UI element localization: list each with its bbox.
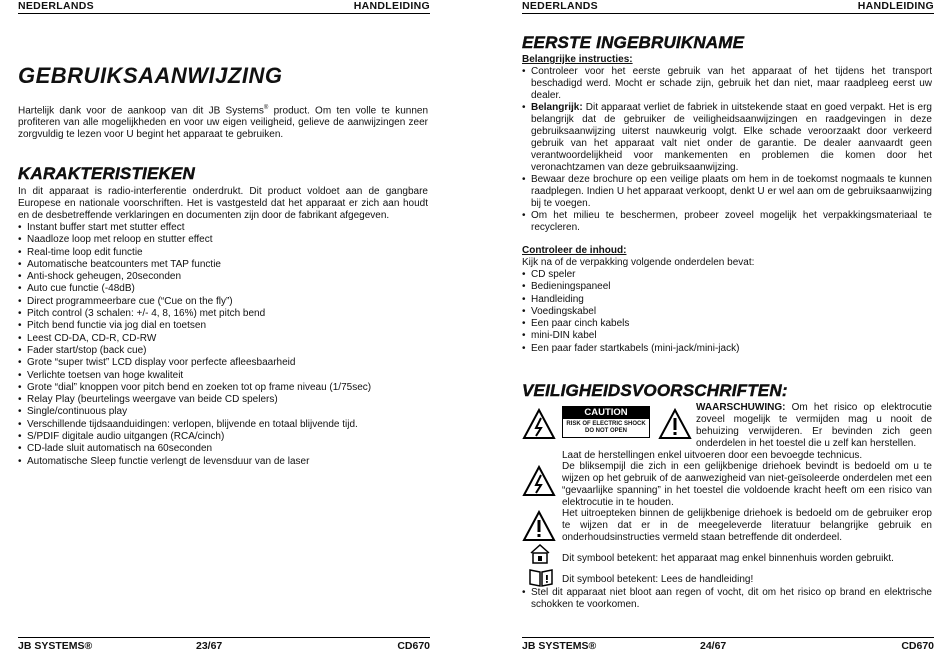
contents-item: • Handleiding	[522, 294, 739, 306]
important-instruction-item	[522, 66, 932, 102]
lightning-warning-icon	[522, 408, 556, 440]
instruction-text: Om het milieu te beschermen, probeer zoveel mogelijk het verpakkingsmateriaal te recycleren.	[531, 210, 932, 233]
first-use-heading: EERSTE INGEBRUIKNAME	[522, 33, 745, 52]
important-instruction-item	[522, 210, 932, 234]
feature-item: • S/PDIF digitale audio uitgangen (RCA/cinch)	[18, 431, 371, 443]
page-footer	[18, 637, 430, 653]
page-header	[18, 0, 430, 14]
important-instructions-heading: Belangrijke instructies:	[522, 54, 633, 65]
contents-list	[522, 269, 739, 355]
feature-item: • Relay Play (beurtelings weergave van beide CD spelers)	[18, 394, 371, 406]
footer-brand: JB SYSTEMS®	[522, 640, 597, 652]
important-instructions-list	[522, 66, 932, 234]
intro-text-2: product. Om ten volle te kunnen profiteren van alle mogelijkheden en voor uw eigen veiligheid, gelieve de aanwijzingen zeer zorgvuldig te lezen voor U begint het apparaat te gebruiken.	[18, 105, 428, 141]
feature-item: • Fader start/stop (back cue)	[18, 345, 371, 357]
lightning-symbol-text: De bliksempijl die zich in een gelijkbenige driehoek bevindt is bedoeld om u te wijzen op het gebruik of de aanwezigheid van niet-geïsoleerde onderdelen met een “gevaarlijke spanning” in het toestel die voldoende kracht heeft om een risico van elektrocutie in te houden.	[562, 461, 932, 508]
right-page	[522, 0, 934, 654]
features-intro: In dit apparaat is radio-interferentie onderdrukt. Dit product voldoet aan de gangbare Europese en nationale voorschriften. Het is vastgesteld dat het apparaat er zich aan houdt en de desbetreffende verklaringen en documenten zijn door de fabrikant afgegeven.	[18, 186, 428, 221]
caution-label	[562, 406, 650, 438]
important-instruction-item	[522, 174, 932, 210]
page-header	[522, 0, 934, 14]
feature-item: • Pitch control (3 schalen: +/- 4, 8, 16%) met pitch bend	[18, 308, 371, 320]
feature-item: • Real-time loop edit functie	[18, 247, 371, 259]
warning-label: WAARSCHUWING:	[696, 402, 786, 413]
indoor-use-icon	[528, 543, 552, 565]
feature-item: • Naadloze loop met reloop en stutter effect	[18, 234, 371, 246]
header-language: NEDERLANDS	[18, 0, 94, 12]
left-page	[18, 0, 430, 654]
features-list	[18, 222, 371, 468]
contents-item: • Voedingskabel	[522, 306, 739, 318]
contents-item: • CD speler	[522, 269, 739, 281]
caution-title: CAUTION	[563, 407, 649, 419]
feature-item: • CD-lade sluit automatisch na 60seconden	[18, 443, 371, 455]
feature-item: • Automatische beatcounters met TAP functie	[18, 259, 371, 271]
contents-item: • Een paar cinch kabels	[522, 318, 739, 330]
contents-intro: Kijk na of de verpakking volgende onderdelen bevat:	[522, 257, 755, 268]
contents-heading: Controleer de inhoud:	[522, 245, 627, 256]
feature-item: • Single/continuous play	[18, 406, 371, 418]
feature-item: • Auto cue functie (-48dB)	[18, 283, 371, 295]
important-instruction-item	[522, 102, 932, 174]
exclamation-warning-icon	[658, 408, 692, 440]
intro-paragraph	[18, 102, 428, 141]
warning-paragraph	[696, 402, 932, 450]
registered-mark: ®	[263, 105, 269, 111]
footer-model: CD670	[397, 640, 430, 652]
feature-item: • Automatische Sleep functie verlengt de levensduur van de laser	[18, 456, 371, 468]
caution-line-1: RISK OF ELECTRIC SHOCK	[566, 421, 646, 427]
indoor-symbol-text: Dit symbool betekent: het apparaat mag enkel binnenhuis worden gebruikt.	[562, 553, 894, 564]
exclamation-triangle-icon	[522, 510, 556, 542]
footer-model: CD670	[901, 640, 934, 652]
contents-item: • Een paar fader startkabels (mini-jack/mini-jack)	[522, 343, 739, 355]
instruction-text: Controleer voor het eerste gebruik van het apparaat of het tijdens het transport beschadigd werd. Mocht er schade zijn, gebruik het dan niet, maar raadpleeg eerst uw dealer.	[531, 66, 932, 101]
footer-brand: JB SYSTEMS®	[18, 640, 93, 652]
manual-title: GEBRUIKSAANWIJZING	[18, 63, 283, 88]
rain-warning-item: • Stel dit apparaat niet bloot aan regen of vocht, dit om het risico op brand en elektrische schokken te voorkomen.	[522, 587, 932, 611]
feature-item: • Pitch bend functie via jog dial en toetsen	[18, 320, 371, 332]
feature-item: • Verlichte toetsen van hoge kwaliteit	[18, 370, 371, 382]
page-footer	[522, 637, 934, 653]
repair-text: Laat de herstellingen enkel uitvoeren door een bevoegde technicus.	[562, 450, 863, 461]
rain-warning-list	[522, 587, 932, 611]
read-manual-icon	[528, 567, 554, 587]
feature-item: • Grote “dial” knoppen voor pitch bend en zoeken tot op frame niveau (1/75sec)	[18, 382, 371, 394]
feature-item: • Grote “super twist” LCD display voor perfecte afleesbaarheid	[18, 357, 371, 369]
safety-heading: VEILIGHEIDSVOORSCHRIFTEN:	[522, 381, 788, 400]
instruction-bold-label: Belangrijk:	[531, 102, 583, 113]
feature-item: • Leest CD-DA, CD-R, CD-RW	[18, 333, 371, 345]
caution-line-2: DO NOT OPEN	[584, 428, 627, 434]
features-heading: KARAKTERISTIEKEN	[18, 164, 195, 183]
instruction-text: Dit apparaat verliet de fabriek in uitstekende staat en goed verpakt. Het is erg belangrijk dat de gebruiker de veiligheidsaanwijzingen en raadgevingen in deze gebruiksaanwijzing uiterst nauwkeurig volgt. Elke schade veroorzaakt door verkeerd gebruik van het apparaat valt niet onder de garantie. De dealer aanvaardt geen verantwoordelijkheid voor mankementen en problemen die komen door het veronachtzamen van deze gebruiksaanwijzing.	[531, 102, 932, 173]
contents-item: • Bedieningspaneel	[522, 281, 739, 293]
header-language: NEDERLANDS	[522, 0, 598, 12]
feature-item: • Verschillende tijdsaanduidingen: verlopen, blijvende en totaal blijvende tijd.	[18, 419, 371, 431]
contents-item: • mini-DIN kabel	[522, 330, 739, 342]
lightning-triangle-icon	[522, 465, 556, 497]
manual-symbol-text: Dit symbool betekent: Lees de handleiding!	[562, 574, 754, 585]
footer-page-number: 23/67	[196, 640, 223, 652]
header-section: HANDLEIDING	[857, 0, 934, 12]
instruction-text: Bewaar deze brochure op een veilige plaats om hem in de toekomst nogmaals te kunnen raadplegen. Indien U het apparaat verkoopt, denkt U er wel aan om de gebruiksaanwijzing bij te voegen.	[531, 174, 932, 209]
intro-text-1: Hartelijk dank voor de aankoop van dit JB Systems	[18, 105, 264, 117]
feature-item: • Instant buffer start met stutter effect	[18, 222, 371, 234]
header-section: HANDLEIDING	[353, 0, 430, 12]
feature-item: • Direct programmeerbare cue (“Cue on the fly”)	[18, 296, 371, 308]
exclamation-symbol-text: Het uitroepteken binnen de gelijkbenige driehoek is bedoeld om de gebruiker erop te wijzen dat er in de meegeleverde literatuur belangrijke gebruik en onderhoudsinstructies vermeld staan betreffende dit onderdeel.	[562, 508, 932, 543]
feature-item: • Anti-shock geheugen, 20seconden	[18, 271, 371, 283]
footer-page-number: 24/67	[700, 640, 727, 652]
warning-text: Om het risico op elektrocutie zoveel mogelijk te vermijden mag u nooit de behuizing verwijderen. Er bevinden zich geen onderdelen in het toestel die u zelf kan herstellen.	[696, 402, 932, 449]
